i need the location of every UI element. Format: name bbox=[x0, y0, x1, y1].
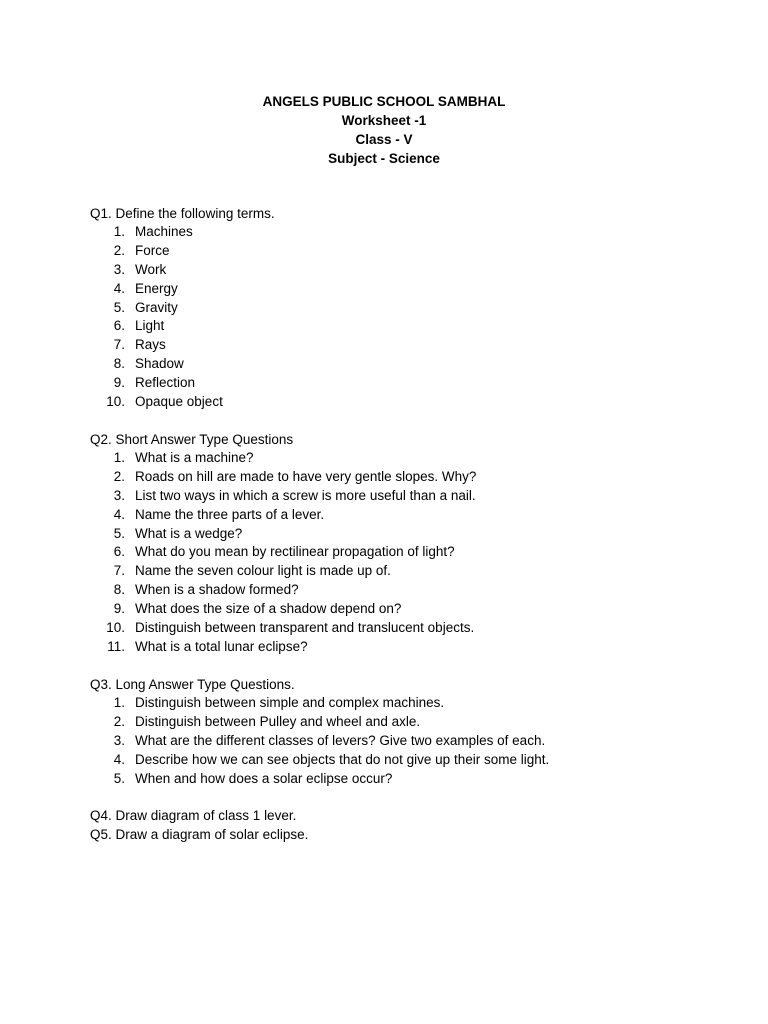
item-number: 2. bbox=[113, 468, 125, 484]
question-1-item bbox=[90, 355, 730, 374]
item-text: Work bbox=[135, 261, 167, 277]
item-number: 1. bbox=[113, 224, 125, 239]
item-number: 5. bbox=[113, 525, 125, 541]
item-text: Name the three parts of a lever. bbox=[135, 506, 325, 522]
question-2-item bbox=[90, 506, 730, 525]
question-1-item bbox=[90, 393, 730, 412]
item-text: Name the seven colour light is made up of. bbox=[135, 563, 391, 579]
question-3-title: Q3. Long Answer Type Questions. bbox=[90, 677, 295, 692]
question-2-item bbox=[90, 543, 730, 562]
question-2-item bbox=[90, 468, 730, 487]
question-3-section bbox=[90, 675, 730, 788]
question-3-item bbox=[90, 713, 730, 732]
item-text: When and how does a solar eclipse occur? bbox=[135, 770, 393, 786]
question-3-list bbox=[90, 694, 730, 788]
item-text: What is a wedge? bbox=[135, 525, 243, 541]
item-number: 2. bbox=[113, 713, 125, 729]
question-2-item bbox=[90, 487, 730, 506]
question-2-title: Q2. Short Answer Type Questions bbox=[90, 432, 294, 447]
item-number: 4. bbox=[113, 280, 125, 296]
item-number: 4. bbox=[113, 506, 125, 522]
item-text: Opaque object bbox=[135, 394, 223, 410]
item-number: 8. bbox=[113, 356, 125, 372]
question-2-item bbox=[90, 619, 730, 638]
item-number: 7. bbox=[113, 337, 125, 353]
item-number: 11. bbox=[107, 638, 125, 654]
item-number: 6. bbox=[113, 544, 125, 560]
question-1-item bbox=[90, 242, 730, 261]
question-3-item bbox=[90, 732, 730, 751]
question-1-item bbox=[90, 223, 730, 242]
item-number: 1. bbox=[113, 450, 125, 465]
question-3-item bbox=[90, 770, 730, 789]
item-number: 8. bbox=[113, 582, 125, 598]
school-name: ANGELS PUBLIC SCHOOL SAMBHAL bbox=[262, 94, 506, 109]
question-2-item bbox=[90, 600, 730, 619]
item-number: 3. bbox=[113, 487, 125, 503]
item-number: 3. bbox=[113, 261, 125, 277]
item-number: 10. bbox=[106, 394, 125, 410]
item-text: Distinguish between simple and complex machines. bbox=[135, 695, 445, 710]
item-text: Shadow bbox=[135, 356, 184, 372]
item-text: What do you mean by rectilinear propagation of light? bbox=[135, 544, 455, 560]
question-1-item bbox=[90, 261, 730, 280]
item-text: Roads on hill are made to have very gentle slopes. Why? bbox=[135, 468, 477, 484]
question-5-title: Q5. Draw a diagram of solar eclipse. bbox=[90, 827, 309, 842]
worksheet-header bbox=[0, 92, 768, 168]
question-1-item bbox=[90, 299, 730, 318]
question-2-section bbox=[90, 430, 730, 657]
question-4-title: Q4. Draw diagram of class 1 lever. bbox=[90, 808, 297, 823]
question-1-item bbox=[90, 317, 730, 336]
item-number: 10. bbox=[106, 620, 125, 636]
item-text: Reflection bbox=[135, 375, 196, 391]
item-number: 3. bbox=[113, 732, 125, 748]
item-text: What is a machine? bbox=[135, 450, 254, 465]
item-number: 7. bbox=[113, 563, 125, 579]
question-1-section bbox=[90, 204, 730, 412]
item-text: Light bbox=[135, 318, 165, 334]
item-text: What is a total lunar eclipse? bbox=[135, 638, 308, 654]
question-1-item bbox=[90, 280, 730, 299]
item-text: Gravity bbox=[135, 299, 178, 315]
item-text: Distinguish between transparent and translucent objects. bbox=[135, 620, 475, 636]
worksheet-number: Worksheet -1 bbox=[341, 113, 427, 128]
item-text: What are the different classes of levers? Give two examples of each. bbox=[135, 732, 546, 748]
question-2-item bbox=[90, 581, 730, 600]
item-number: 1. bbox=[113, 695, 125, 710]
item-number: 9. bbox=[113, 601, 125, 617]
item-number: 2. bbox=[113, 242, 125, 258]
item-text: Machines bbox=[135, 224, 193, 239]
question-3-item bbox=[90, 751, 730, 770]
question-1-item bbox=[90, 336, 730, 355]
question-2-item bbox=[90, 525, 730, 544]
item-text: List two ways in which a screw is more useful than a nail. bbox=[135, 487, 476, 503]
subject-label: Subject - Science bbox=[328, 151, 440, 166]
question-2-item bbox=[90, 638, 730, 657]
question-1-list bbox=[90, 223, 730, 412]
item-number: 5. bbox=[113, 770, 125, 786]
question-1-item bbox=[90, 374, 730, 393]
question-1-title: Q1. Define the following terms. bbox=[90, 206, 275, 221]
item-number: 9. bbox=[113, 375, 125, 391]
question-2-item bbox=[90, 562, 730, 581]
class-label: Class - V bbox=[355, 132, 413, 147]
question-2-item bbox=[90, 449, 730, 468]
item-number: 6. bbox=[113, 318, 125, 334]
item-text: Describe how we can see objects that do not give up their some light. bbox=[135, 751, 550, 767]
item-text: Energy bbox=[135, 280, 178, 296]
item-text: Distinguish between Pulley and wheel and axle. bbox=[135, 713, 421, 729]
item-text: Force bbox=[135, 242, 170, 258]
item-number: 5. bbox=[113, 299, 125, 315]
question-2-list bbox=[90, 449, 730, 657]
item-number: 4. bbox=[113, 751, 125, 767]
item-text: When is a shadow formed? bbox=[135, 582, 299, 598]
item-text: What does the size of a shadow depend on? bbox=[135, 601, 402, 617]
question-3-item bbox=[90, 694, 730, 713]
item-text: Rays bbox=[135, 337, 166, 353]
